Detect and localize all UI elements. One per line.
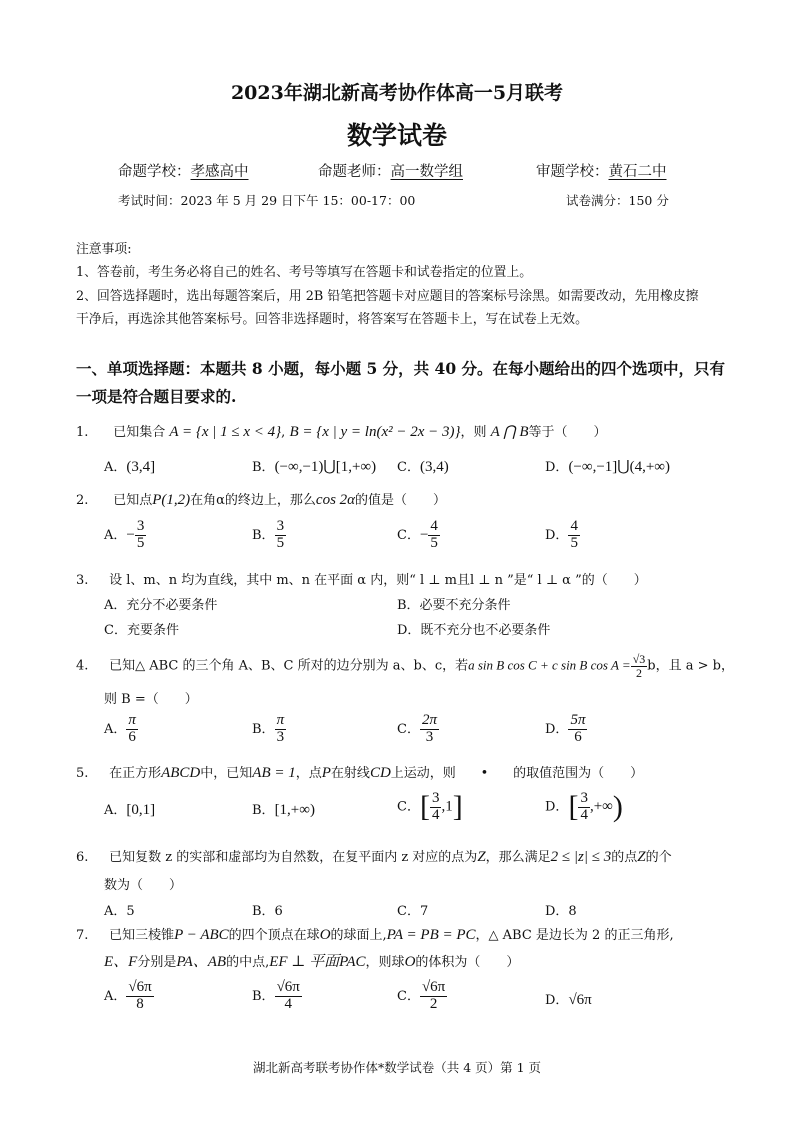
q2-c-numerator: 4: [430, 518, 438, 534]
q4-b-fraction: [275, 713, 287, 746]
q5-text-d: 在射线: [330, 766, 370, 781]
q6-text-b: ，那么满足: [485, 850, 551, 865]
question-4-stem: [76, 653, 734, 679]
q2-d-fraction: [568, 519, 580, 552]
section-heading-line2: 一项是符合题目要求的.: [76, 387, 237, 406]
q1-b-letter: B．: [252, 460, 275, 475]
page-footer: 湖北新高考联考协作体*数学试卷（共 4 页）第 1 页: [252, 1060, 542, 1075]
q6-option-b: B．6: [252, 904, 283, 919]
q1-set-b: B = {x | y = ln(x² − 2x − 3)}: [289, 424, 461, 440]
q4-c-letter: C．: [397, 721, 420, 737]
q4-equation: a sin B cos C + c sin B cos A =: [468, 657, 631, 673]
notes-heading: 注意事项:: [76, 242, 132, 257]
q7-b-denominator: 4: [284, 995, 292, 1012]
q4-d-denominator: 6: [574, 728, 582, 745]
q2-d-numerator: 4: [570, 518, 578, 534]
q2-option-b: [252, 519, 286, 552]
exam-subject: 数学试卷: [346, 121, 447, 150]
q2-d-denominator: 5: [570, 534, 578, 551]
q4-stem-line2: 则 B =（ ）: [104, 692, 198, 707]
question-1-stem: 1. 已知集合 A = {x | 1 ≤ x < 4}, B = {x | y = ln(x² − 2x − 3)}，则 A ⋂ B等于（ ）: [76, 424, 607, 440]
q1-c-letter: C．: [397, 460, 420, 475]
q3-option-c: C．充要条件: [104, 623, 179, 638]
q7-text-e: 分别是: [137, 955, 177, 970]
q5-text-b: 中，已知: [200, 766, 253, 781]
q7-b-fraction: [275, 980, 302, 1013]
q7-d-text: √6π: [568, 992, 592, 1008]
q7-text-f: 的中点,: [226, 955, 270, 970]
q5-c-letter: C．: [397, 799, 420, 815]
q5-d-denominator: 4: [580, 806, 588, 823]
q4-text-a: 已知△ ABC 的三个角 A、B、C 所对的边分别为 a、b、c，若: [109, 658, 469, 674]
q5-cd: CD: [369, 765, 391, 781]
q5-c-fraction: [430, 791, 442, 824]
q5-a-letter: A．: [104, 803, 127, 818]
q5-number: 5.: [76, 766, 89, 781]
q1-option-a: [104, 456, 155, 476]
q1-text-c: 等于（ ）: [528, 425, 607, 440]
q4-text-b: b，且 a > b，: [647, 658, 734, 674]
q5-ab: AB = 1: [252, 765, 296, 781]
q6-option-c: C．7: [397, 904, 429, 919]
q2-expression: cos 2α: [315, 492, 356, 508]
q2-point: P(1,2): [152, 492, 191, 508]
q4-c-fraction: [420, 713, 439, 746]
q5-b-letter: B．: [252, 803, 275, 818]
q7-equal-edges: PA = PB = PC: [386, 927, 476, 943]
q7-text-c: 的球面上,: [330, 928, 387, 943]
q3-text: 设 l、m、n 均为直线，其中 m、n 在平面 α 内，则“ l ⊥ m且l ⊥ n ”是“ l ⊥ α ”的（ ）: [109, 573, 647, 588]
school-name: 孝感高中: [190, 164, 249, 180]
review-name: 黄石二中: [608, 164, 667, 180]
q7-option-c: [397, 980, 447, 1013]
q7-perp: EF ⊥ 平面PAC: [269, 954, 366, 970]
q5-d-tail: ,+∞: [589, 798, 613, 815]
q5-p: P: [321, 765, 331, 781]
q7-a-denominator: 8: [136, 995, 144, 1012]
q2-option-c: [397, 519, 440, 552]
q7-a-letter: A．: [104, 988, 127, 1004]
q5-b-text: [1,+∞): [274, 802, 315, 818]
q1-b-text: (−∞,−1)⋃[1,+∞): [274, 459, 377, 475]
q5-text-c: ，点: [295, 766, 322, 781]
q5-d-letter: D．: [545, 799, 569, 815]
full-score: 试卷满分：150 分: [566, 193, 669, 208]
q2-a-numerator: 3: [136, 518, 145, 534]
q2-option-d: [545, 519, 580, 552]
question-2-stem: [76, 489, 446, 509]
q7-text-g: ，则球: [365, 955, 405, 970]
q7-o2: O: [404, 954, 416, 970]
q1-set-a: A = {x | 1 ≤ x < 4}: [169, 424, 282, 440]
q5-text-f: 的取值范围为（ ）: [513, 766, 644, 781]
q6-option-d: D．8: [545, 904, 577, 919]
q2-c-fraction: [428, 519, 440, 552]
q4-option-a: [104, 713, 138, 746]
q2-a-letter: A．: [104, 527, 127, 543]
q1-c-text: (3,4): [419, 459, 449, 475]
q1-a-text: (3,4]: [126, 459, 156, 475]
q6-number: 6.: [76, 850, 89, 865]
review-school: [536, 160, 667, 181]
q4-a-numerator: π: [128, 712, 136, 728]
q1-option-c: [397, 456, 449, 476]
q2-option-a: [104, 519, 146, 552]
q4-a-denominator: 6: [128, 728, 136, 745]
q5-a-text: [0,1]: [126, 802, 156, 818]
q6-stem-line2: 数为（ ）: [104, 878, 183, 893]
q2-text-b: 在角α的终边上，那么: [190, 493, 316, 508]
q6-text-a: 已知复数 z 的实部和虚部均为自然数，在复平面内 z 对应的点为: [109, 850, 478, 865]
q5-option-d: D．[ $\frac{3}{4}$ ,+∞): [545, 789, 623, 823]
q7-text-h: 的体积为（ ）: [415, 955, 520, 970]
q7-o: O: [319, 927, 331, 943]
q5-dot-product: •: [480, 766, 489, 781]
note-2-line1: 2、回答选择题时，选出每题答案后，用 2B 铅笔把答题卡对应题目的答案标号涂黑。如需要改动，先用橡皮擦: [76, 289, 699, 304]
q2-b-fraction: [275, 519, 287, 552]
proposing-school: [118, 160, 249, 181]
q4-d-numerator: 5π: [570, 712, 586, 728]
q4-a-fraction: [126, 713, 138, 746]
q2-text-a: 已知点: [113, 493, 153, 508]
q7-c-numerator: √6π: [421, 979, 446, 995]
q5-c-denominator: 4: [431, 806, 440, 823]
q2-a-sign: −: [126, 526, 135, 543]
note-1: 1、答卷前，考生务必将自己的姓名、考号等填写在答题卡和试卷指定的位置上。: [76, 265, 533, 280]
q2-text-c: 的值是（ ）: [355, 493, 447, 508]
q7-text-a: 已知三棱锥: [109, 928, 175, 943]
q6-text-c: 的点: [611, 850, 638, 865]
q2-b-numerator: 3: [276, 518, 285, 534]
q4-b-denominator: 3: [276, 728, 285, 745]
school-label: 命题学校：: [118, 164, 191, 180]
question-3-stem: [76, 569, 647, 588]
q7-a-fraction: [126, 980, 153, 1013]
q5-option-b: [252, 799, 315, 819]
q1-a-letter: A．: [104, 460, 127, 475]
q7-a-numerator: √6π: [128, 979, 152, 995]
q1-number: 1.: [76, 425, 89, 440]
q1-option-b: [252, 456, 376, 476]
q4-d-fraction: [568, 713, 587, 746]
q1-text-b: ，则: [460, 425, 487, 440]
q4-d-letter: D．: [545, 721, 569, 737]
q5-d-fraction: [578, 791, 590, 824]
exam-time: 考试时间：2023 年 5 月 29 日下午 15：00-17：00: [118, 193, 416, 208]
q2-a-fraction: [135, 519, 147, 552]
q3-option-b: B．必要不充分条件: [397, 598, 511, 613]
note-2-line2: 干净后，再选涂其他答案标号。回答非选择题时，将答案写在答题卡上，写在试卷上无效。: [76, 312, 588, 327]
q4-option-d: [545, 713, 587, 746]
q5-option-c: C．[ $\frac{3}{4}$ ,1]: [397, 789, 463, 823]
q4-sqrt3-over-2: [631, 653, 648, 679]
q2-number: 2.: [76, 493, 89, 508]
exam-title: 2023年湖北新高考协作体高一5月联考: [230, 82, 564, 104]
q3-option-d: D．既不充分也不必要条件: [397, 623, 551, 638]
q1-option-d: [545, 456, 670, 476]
q2-d-letter: D．: [545, 527, 569, 543]
review-label: 审题学校：: [536, 164, 609, 180]
q2-c-sign: −: [419, 526, 429, 543]
teacher-name: 高一数学组: [390, 164, 463, 180]
q7-b-letter: B．: [252, 988, 275, 1004]
q1-intersection: A ⋂ B: [490, 424, 529, 440]
q2-b-letter: B．: [252, 527, 275, 543]
question-7-stem: [76, 924, 674, 944]
q4-frac-denominator: 2: [636, 665, 642, 680]
q4-option-b: [252, 713, 286, 746]
q7-pa-ab: PA、AB: [176, 954, 227, 970]
q4-b-numerator: π: [276, 712, 285, 728]
q2-a-denominator: 5: [136, 534, 145, 551]
q4-frac-numerator: √3: [632, 652, 646, 666]
q3-option-a: A．充分不必要条件: [104, 598, 218, 613]
q7-text-b: 的四个顶点在球: [228, 928, 320, 943]
q7-c-denominator: 2: [429, 995, 438, 1012]
question-6-stem: [76, 846, 672, 866]
q4-number: 4.: [76, 658, 89, 674]
q1-d-letter: D．: [545, 460, 569, 475]
q4-b-letter: B．: [252, 721, 275, 737]
q5-text-a: 在正方形: [109, 766, 162, 781]
q7-option-a: [104, 980, 154, 1013]
question-5-stem: [76, 762, 643, 782]
q7-ef: E、F: [104, 954, 138, 970]
q7-number: 7.: [76, 928, 89, 943]
q6-inequality: 2 ≤ |z| ≤ 3: [550, 849, 612, 865]
q3-number: 3.: [76, 573, 89, 588]
q7-text-d: ，△ ABC 是边长为 2 的正三角形,: [475, 928, 674, 943]
q5-c-numerator: 3: [431, 789, 440, 806]
q6-z2: Z: [637, 849, 646, 865]
q4-c-denominator: 3: [425, 728, 434, 745]
q6-text-d: 的个: [645, 850, 672, 865]
q5-option-a: [104, 799, 155, 819]
q5-c-tail: ,1: [441, 798, 453, 815]
q7-option-b: [252, 980, 302, 1013]
q5-square: ABCD: [161, 765, 201, 781]
q7-d-letter: D．: [545, 993, 569, 1008]
q6-option-a: A．5: [104, 904, 135, 919]
q4-c-numerator: 2π: [421, 712, 437, 728]
q7-b-numerator: √6π: [276, 979, 300, 995]
q4-option-c: [397, 713, 439, 746]
q2-b-denominator: 5: [276, 534, 285, 551]
q7-c-fraction: [420, 980, 447, 1013]
q7-c-letter: C．: [397, 988, 420, 1004]
q2-c-denominator: 5: [430, 534, 438, 551]
teacher-label: 命题老师：: [318, 164, 391, 180]
q7-stem-line2: [104, 950, 519, 971]
section-heading-line1: 一、单项选择题：本题共 8 小题，每小题 5 分，共 40 分。在每小题给出的四个选项中，只有: [76, 359, 726, 378]
q4-a-letter: A．: [104, 721, 127, 737]
proposing-teacher: [318, 160, 463, 181]
q2-c-letter: C．: [397, 527, 420, 543]
q5-d-numerator: 3: [580, 789, 588, 806]
q1-d-text: (−∞,−1]⋃(4,+∞): [568, 459, 670, 475]
q1-text-a: 已知集合: [113, 425, 166, 440]
q7-pyramid: P − ABC: [174, 927, 229, 943]
q7-option-d: [545, 989, 592, 1009]
q5-text-e: 上运动，则: [390, 766, 456, 781]
q6-z: Z: [477, 849, 486, 865]
